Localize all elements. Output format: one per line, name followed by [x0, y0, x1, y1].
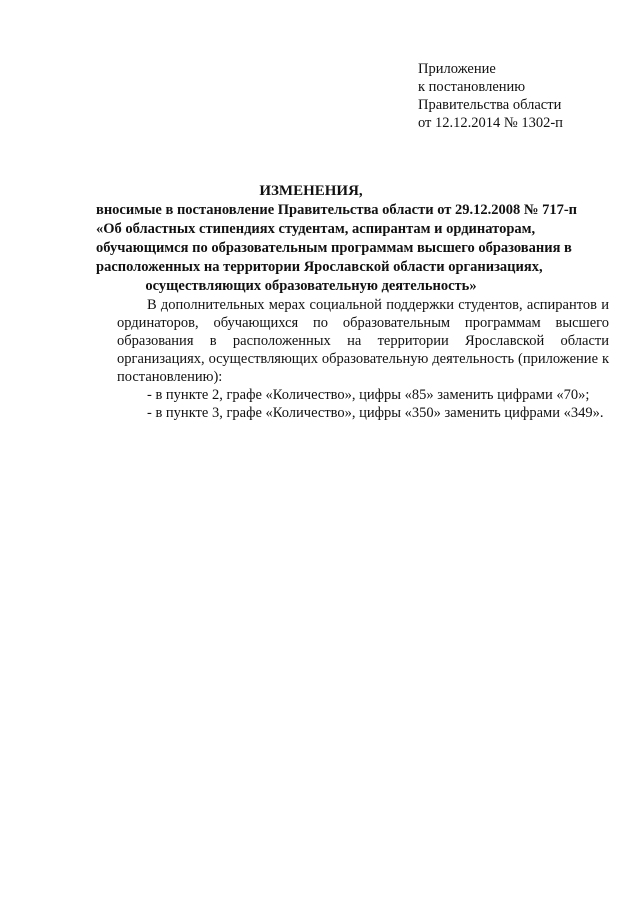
heading-line: вносимые в постановление Правительства области от 29.12.2008 № 717-п [96, 202, 578, 218]
heading-line: осуществляющих образовательную деятельность» [145, 278, 477, 294]
heading-line: расположенных на территории Ярославской области организациях, [96, 259, 543, 275]
attachment-line: Правительства области [418, 97, 562, 113]
body-paragraph: В дополнительных мерах социальной поддержки студентов, аспирантов и ординаторов, обучающихся по образовательным программам высшего образования в расположенных на территории Ярославской области организациях, осуществляющих образовательную деятельность (приложение к постановлению): [117, 297, 609, 385]
change-item: - в пункте 3, графе «Количество», цифры «350» заменить цифрами «349». [147, 405, 604, 421]
document-heading [96, 182, 578, 296]
heading-line: «Об областных стипендиях студентам, аспирантам и ординаторам, [96, 221, 536, 237]
change-item: - в пункте 2, графе «Количество», цифры «85» заменить цифрами «70»; [147, 387, 590, 403]
document-body [117, 296, 609, 422]
document-title: ИЗМЕНЕНИЯ, [259, 183, 363, 199]
attachment-date-number: от 12.12.2014 № 1302-п [418, 115, 563, 131]
attachment-line: к постановлению [418, 79, 526, 95]
heading-line: обучающимся по образовательным программам высшего образования в [96, 240, 572, 256]
attachment-block [418, 60, 618, 132]
attachment-line: Приложение [418, 61, 496, 77]
